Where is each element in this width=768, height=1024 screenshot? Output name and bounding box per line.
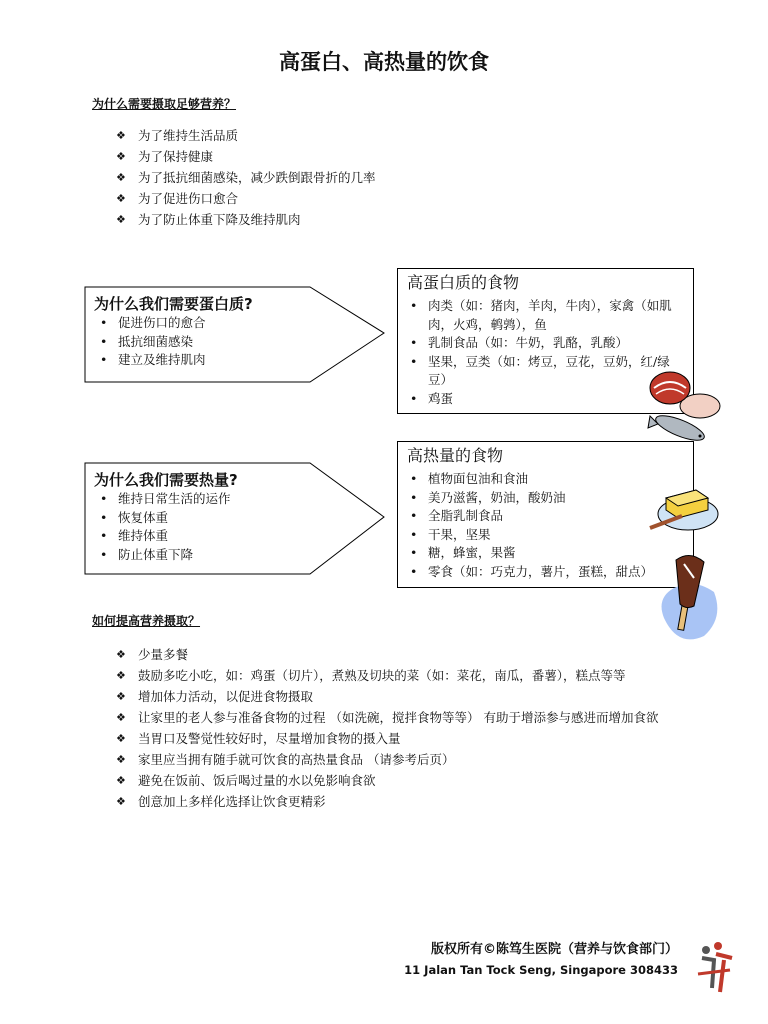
dot-bullet-icon: • bbox=[100, 509, 108, 525]
list-item bbox=[404, 526, 684, 545]
butter-clipart bbox=[648, 480, 722, 536]
section-heading-why-nutrition: 为什么需要摄取足够营养？ bbox=[92, 97, 237, 111]
list-item-text: 家里应当拥有随手就可饮食的高热量食品 （请参考后页） bbox=[138, 752, 455, 767]
list-item-text: 美乃滋酱，奶油，酸奶油 bbox=[428, 489, 566, 505]
list-item bbox=[116, 770, 686, 791]
list-item bbox=[94, 527, 314, 546]
list-item bbox=[404, 470, 684, 489]
list-item-text: 少量多餐 bbox=[138, 647, 189, 662]
diamond-bullet-icon: ❖ bbox=[116, 753, 126, 766]
why-calories-title: 为什么我们需要热量? bbox=[94, 471, 238, 489]
list-item bbox=[116, 209, 376, 230]
list-item-text: 当胃口及警觉性较好时，尽量增加食物的摄入量 bbox=[138, 731, 401, 746]
list-item bbox=[404, 297, 684, 334]
why-protein-content bbox=[94, 294, 314, 370]
list-item bbox=[94, 333, 314, 352]
list-item-text: 为了抵抗细菌感染，减少跌倒跟骨折的几率 bbox=[138, 170, 376, 185]
dot-bullet-icon: • bbox=[100, 546, 108, 562]
why-protein-list bbox=[94, 314, 314, 370]
diamond-bullet-icon: ❖ bbox=[116, 171, 126, 184]
list-item bbox=[116, 791, 686, 812]
footer-copyright: 版权所有©陈笃生医院（营养与饮食部门） bbox=[430, 942, 678, 957]
list-item bbox=[116, 167, 376, 188]
list-item bbox=[116, 188, 376, 209]
list-item-text: 为了保持健康 bbox=[138, 149, 214, 164]
list-item-text: 维持日常生活的运作 bbox=[118, 491, 231, 506]
diamond-bullet-icon: ❖ bbox=[116, 648, 126, 661]
why-protein-title: 为什么我们需要蛋白质? bbox=[94, 295, 253, 313]
dot-bullet-icon: • bbox=[410, 390, 418, 406]
dot-bullet-icon: • bbox=[100, 333, 108, 349]
list-item bbox=[116, 728, 686, 749]
diamond-bullet-icon: ❖ bbox=[116, 711, 126, 724]
why-nutrition-list bbox=[116, 125, 376, 230]
diamond-bullet-icon: ❖ bbox=[116, 669, 126, 682]
list-item-text: 糖，蜂蜜，果酱 bbox=[428, 545, 516, 560]
diamond-bullet-icon: ❖ bbox=[116, 732, 126, 745]
list-item bbox=[94, 546, 314, 565]
dot-bullet-icon: • bbox=[410, 335, 418, 350]
list-item bbox=[404, 563, 684, 582]
list-item bbox=[404, 544, 684, 563]
list-item bbox=[404, 507, 684, 526]
dot-bullet-icon: • bbox=[410, 526, 418, 542]
list-item-text: 为了促进伤口愈合 bbox=[138, 191, 239, 206]
list-item-text: 乳制食品（如：牛奶，乳酪，乳酸） bbox=[428, 335, 629, 350]
calorie-foods-title: 高热量的食物 bbox=[407, 446, 504, 465]
list-item-text: 抵抗细菌感染 bbox=[118, 333, 194, 349]
list-item-text: 维持体重 bbox=[118, 528, 169, 543]
dot-bullet-icon: • bbox=[410, 489, 418, 505]
hospital-logo-icon bbox=[696, 940, 742, 1000]
diamond-bullet-icon: ❖ bbox=[116, 213, 126, 226]
dot-bullet-icon: • bbox=[410, 545, 418, 560]
list-item bbox=[116, 665, 686, 686]
dot-bullet-icon: • bbox=[100, 315, 108, 330]
diamond-bullet-icon: ❖ bbox=[116, 150, 126, 163]
dot-bullet-icon: • bbox=[100, 352, 108, 367]
dot-bullet-icon: • bbox=[100, 528, 108, 543]
list-item-text: 增加体力活动，以促进食物摄取 bbox=[138, 689, 314, 704]
dot-bullet-icon: • bbox=[100, 491, 108, 506]
list-item-text: 鼓励多吃小吃，如：鸡蛋（切片），煮熟及切块的菜（如：菜花，南瓜，番薯），糕点等等 bbox=[138, 668, 626, 683]
section-heading-improve: 如何提高营养摄取？ bbox=[92, 614, 201, 628]
list-item-text: 为了维持生活品质 bbox=[138, 128, 239, 143]
list-item-text: 让家里的老人参与准备食物的过程 （如洗碗，搅拌食物等等） 有助于增添参与感进而增加食欲 bbox=[138, 710, 659, 725]
list-item bbox=[94, 490, 314, 509]
list-item bbox=[404, 334, 684, 353]
list-item bbox=[404, 489, 684, 508]
popsicle-clipart bbox=[654, 548, 724, 644]
list-item-text: 零食（如：巧克力，薯片，蛋糕，甜点） bbox=[428, 563, 654, 579]
dot-bullet-icon: • bbox=[410, 471, 418, 486]
list-item-text: 肉类（如：猪肉，羊肉，牛肉），家禽（如肌肉，火鸡，鹌鹑），鱼 bbox=[428, 298, 672, 332]
list-item-text: 干果，坚果 bbox=[428, 526, 491, 542]
diamond-bullet-icon: ❖ bbox=[116, 129, 126, 142]
list-item bbox=[94, 351, 314, 370]
dot-bullet-icon: • bbox=[410, 298, 418, 313]
why-calories-list bbox=[94, 490, 314, 564]
dot-bullet-icon: • bbox=[410, 508, 418, 523]
dot-bullet-icon: • bbox=[410, 353, 418, 369]
improve-list bbox=[116, 644, 686, 812]
why-calories-content bbox=[94, 470, 314, 564]
list-item-text: 恢复体重 bbox=[118, 509, 169, 525]
list-item-text: 全脂乳制食品 bbox=[428, 508, 504, 523]
list-item-text: 防止体重下降 bbox=[118, 546, 194, 562]
list-item bbox=[116, 686, 686, 707]
list-item-text: 为了防止体重下降及维持肌肉 bbox=[138, 212, 301, 227]
list-item-text: 创意加上多样化选择让饮食更精彩 bbox=[138, 794, 326, 809]
list-item bbox=[116, 707, 686, 728]
list-item bbox=[94, 314, 314, 333]
page-title: 高蛋白、高热量的饮食 bbox=[279, 50, 489, 74]
list-item-text: 植物面包油和食油 bbox=[428, 471, 529, 486]
footer-address: 11 Jalan Tan Tock Seng, Singapore 308433 bbox=[404, 963, 678, 977]
list-item bbox=[94, 509, 314, 528]
list-item-text: 避免在饭前、饭后喝过量的水以免影响食欲 bbox=[138, 773, 376, 788]
list-item-text: 鸡蛋 bbox=[428, 390, 454, 406]
diamond-bullet-icon: ❖ bbox=[116, 192, 126, 205]
list-item bbox=[116, 644, 686, 665]
list-item bbox=[116, 125, 376, 146]
diamond-bullet-icon: ❖ bbox=[116, 795, 126, 808]
calorie-foods-list bbox=[404, 470, 684, 581]
list-item-text: 坚果，豆类（如：烤豆，豆花，豆奶，红/绿豆） bbox=[428, 353, 670, 387]
diamond-bullet-icon: ❖ bbox=[116, 774, 126, 787]
list-item-text: 建立及维持肌肉 bbox=[118, 352, 206, 367]
dot-bullet-icon: • bbox=[410, 563, 418, 579]
meat-fish-clipart bbox=[642, 368, 724, 450]
diamond-bullet-icon: ❖ bbox=[116, 690, 126, 703]
protein-foods-title: 高蛋白质的食物 bbox=[407, 273, 520, 292]
list-item bbox=[116, 146, 376, 167]
list-item bbox=[116, 749, 686, 770]
list-item-text: 促进伤口的愈合 bbox=[118, 315, 206, 330]
